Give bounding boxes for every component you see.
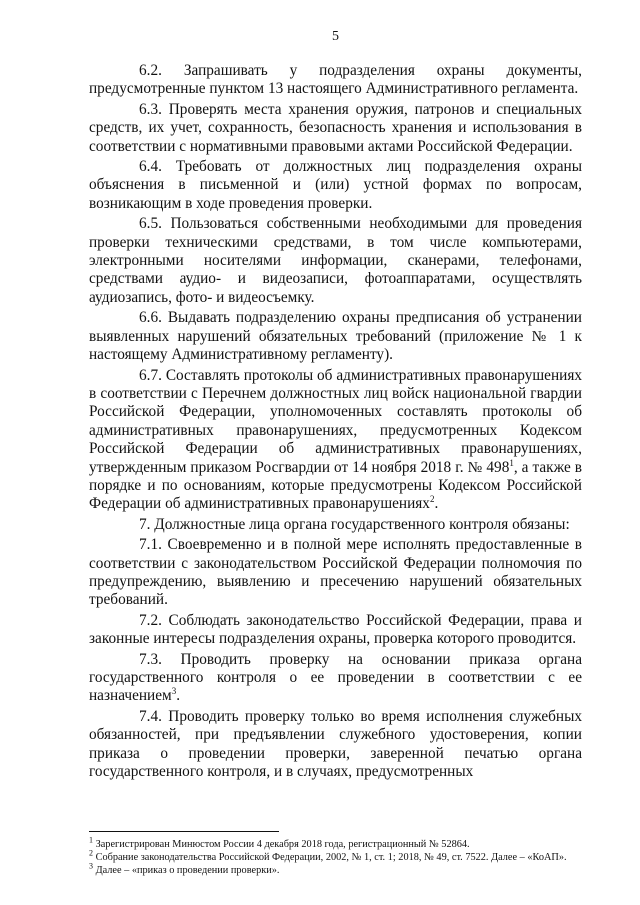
footnote-ref-1: 1 (509, 457, 514, 468)
footnote-1-mark: 1 (89, 836, 93, 846)
paragraph-6-6: 6.6. Выдавать подразделению охраны предписания об устранении выявленных нарушений обязательных требований (приложение № 1 к настоящему Административному регламенту). (89, 309, 582, 364)
footnote-divider (89, 831, 279, 832)
paragraph-6-3: 6.3. Проверять места хранения оружия, патронов и специальных средств, их учет, сохранность, безопасность хранения и использования в соответствии с нормативными правовыми актами Российской Федерации. (89, 100, 582, 155)
paragraph-7-2: 7.2. Соблюдать законодательство Российской Федерации, права и законные интересы подразделения охраны, проверка которого проводится. (89, 611, 582, 648)
paragraph-6-7-text-b: , а также в порядке и по основаниям, которые предусмотрены Кодексом Российской Федерации об административных правонарушениях (89, 458, 582, 513)
document-body (89, 62, 582, 781)
footnote-2 (89, 851, 582, 864)
footnote-3-text: Далее – «приказ о проведении проверки». (93, 865, 280, 877)
footnote-1 (89, 838, 582, 851)
paragraph-6-5: 6.5. Пользоваться собственными необходимыми для проведения проверки техническими средствами, в том числе компьютерами, электронными носителями информации, сканерами, телефонами, средствами аудио- и видеозаписи, фотоаппаратами, осуществлять аудиозапись, фото- и видеосъемку. (89, 215, 582, 306)
footnote-ref-2: 2 (429, 494, 435, 505)
paragraph-6-7-text-c: . (434, 495, 439, 513)
footnote-3 (89, 864, 582, 877)
paragraph-7-4: 7.4. Проводить проверку только во время исполнения служебных обязанностей, при предъявлении служебного удостоверения, копии приказа о проведении проверки, заверенной печатью органа государственного контроля, и в случаях, предусмотренных (89, 707, 582, 781)
paragraph-7-3-text-b: . (176, 687, 181, 705)
paragraph-6-2: 6.2. Запрашивать у подразделения охраны документы, предусмотренные пунктом 13 настоящего Административного регламента. (89, 62, 582, 98)
footnote-1-text: Зарегистрирован Минюстом России 4 декабря 2018 года, регистрационный № 52864. (93, 839, 470, 851)
paragraph-6-7 (89, 367, 582, 514)
paragraph-6-7-text-a: 6.7. Составлять протоколы об административных правонарушениях в соответствии с Перечнем должностных лиц войск национальной гвардии Российской Федерации, уполномоченных составлять протоколы об административных правонарушениях, предусмотренных Кодексом Российской Федерации об административных правонарушениях, утвержденным приказом Росгвардии от 14 ноября 2018 г. № 498 (89, 366, 582, 476)
footnote-2-mark: 2 (89, 849, 93, 859)
paragraph-7-3-text-a: 7.3. Проводить проверку на основании приказа органа государственного контроля о ее проведении в соответствии с ее назначением (89, 650, 582, 705)
footnote-ref-3: 3 (171, 686, 177, 697)
page-number: 5 (332, 29, 339, 44)
paragraph-7: 7. Должностные лица органа государственного контроля обязаны: (139, 515, 570, 533)
footnotes (89, 838, 582, 877)
paragraph-6-4: 6.4. Требовать от должностных лиц подразделения охраны объяснения в письменной и (или) устной формах по вопросам, возникающим в ходе проведения проверки. (89, 158, 582, 212)
paragraph-7-3 (89, 651, 582, 706)
paragraph-7-1: 7.1. Своевременно и в полной мере исполнять предоставленные в соответствии с законодательством Российской Федерации полномочия по предупреждению, выявлению и пресечению нарушений обязательных требований. (89, 536, 582, 609)
footnote-2-text: Собрание законодательства Российской Федерации, 2002, № 1, ст. 1; 2018, № 49, ст. 7522. Далее – «КоАП». (93, 852, 567, 864)
footnote-3-mark: 3 (89, 862, 93, 872)
